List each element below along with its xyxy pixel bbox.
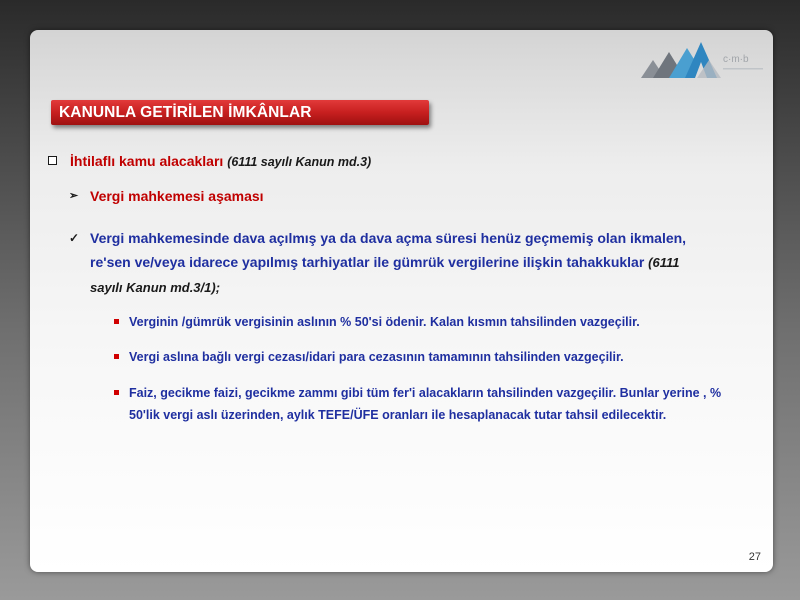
page-number: 27 xyxy=(748,551,761,563)
level1-text: İhtilaflı kamu alacakları xyxy=(70,153,224,169)
level3-citation: (6111 sayılı Kanun md.3/1); xyxy=(90,255,680,295)
sub-bullet-text: Vergi aslına bağlı vergi cezası/idari para cezasının tamamının tahsilinden vazgeçilir. xyxy=(129,350,624,364)
arrow-bullet-icon: ➢ xyxy=(69,190,79,202)
logo-icon xyxy=(639,38,769,88)
sub-bullet-text: Verginin /gümrük vergisinin aslının % 50'si ödenir. Kalan kısmın tahsilinden vazgeçilir. xyxy=(129,315,640,329)
bullet-item-level2 xyxy=(69,188,264,204)
check-bullet-icon: ✓ xyxy=(69,231,80,245)
square-bullet-icon xyxy=(48,156,57,165)
slide xyxy=(30,30,773,572)
bullet-item-level3 xyxy=(69,226,709,300)
sub-bullet-item xyxy=(114,346,744,368)
level3-text: Vergi mahkemesinde dava açılmış ya da dava açma süresi henüz geçmemiş olan ikmalen, re'sen ve/veya idarece yapılmış tarhiyatlar ile gümrük vergilerine ilişkin tahakkuklar xyxy=(90,230,687,270)
sub-bullet-item xyxy=(114,311,744,333)
red-square-bullet-icon xyxy=(114,390,119,395)
red-square-bullet-icon xyxy=(114,354,119,359)
bullet-item-level1 xyxy=(48,153,748,169)
level1-citation: (6111 sayılı Kanun md.3) xyxy=(227,155,372,169)
slide-title: KANUNLA GETİRİLEN İMKÂNLAR xyxy=(51,100,429,125)
level2-text: Vergi mahkemesi aşaması xyxy=(90,188,264,204)
svg-text:c·m·b: c·m·b xyxy=(723,54,749,65)
red-square-bullet-icon xyxy=(114,319,119,324)
sub-bullet-text: Faiz, gecikme faizi, gecikme zammı gibi tüm fer'i alacakların tahsilinden vazgeçilir. Bunlar yerine , % 50'lik vergi aslı üzerinden, aylık TEFE/ÜFE oranları ile hesaplanacak tutar tahsil edilecektir. xyxy=(129,386,722,422)
sub-bullet-item xyxy=(114,382,744,426)
